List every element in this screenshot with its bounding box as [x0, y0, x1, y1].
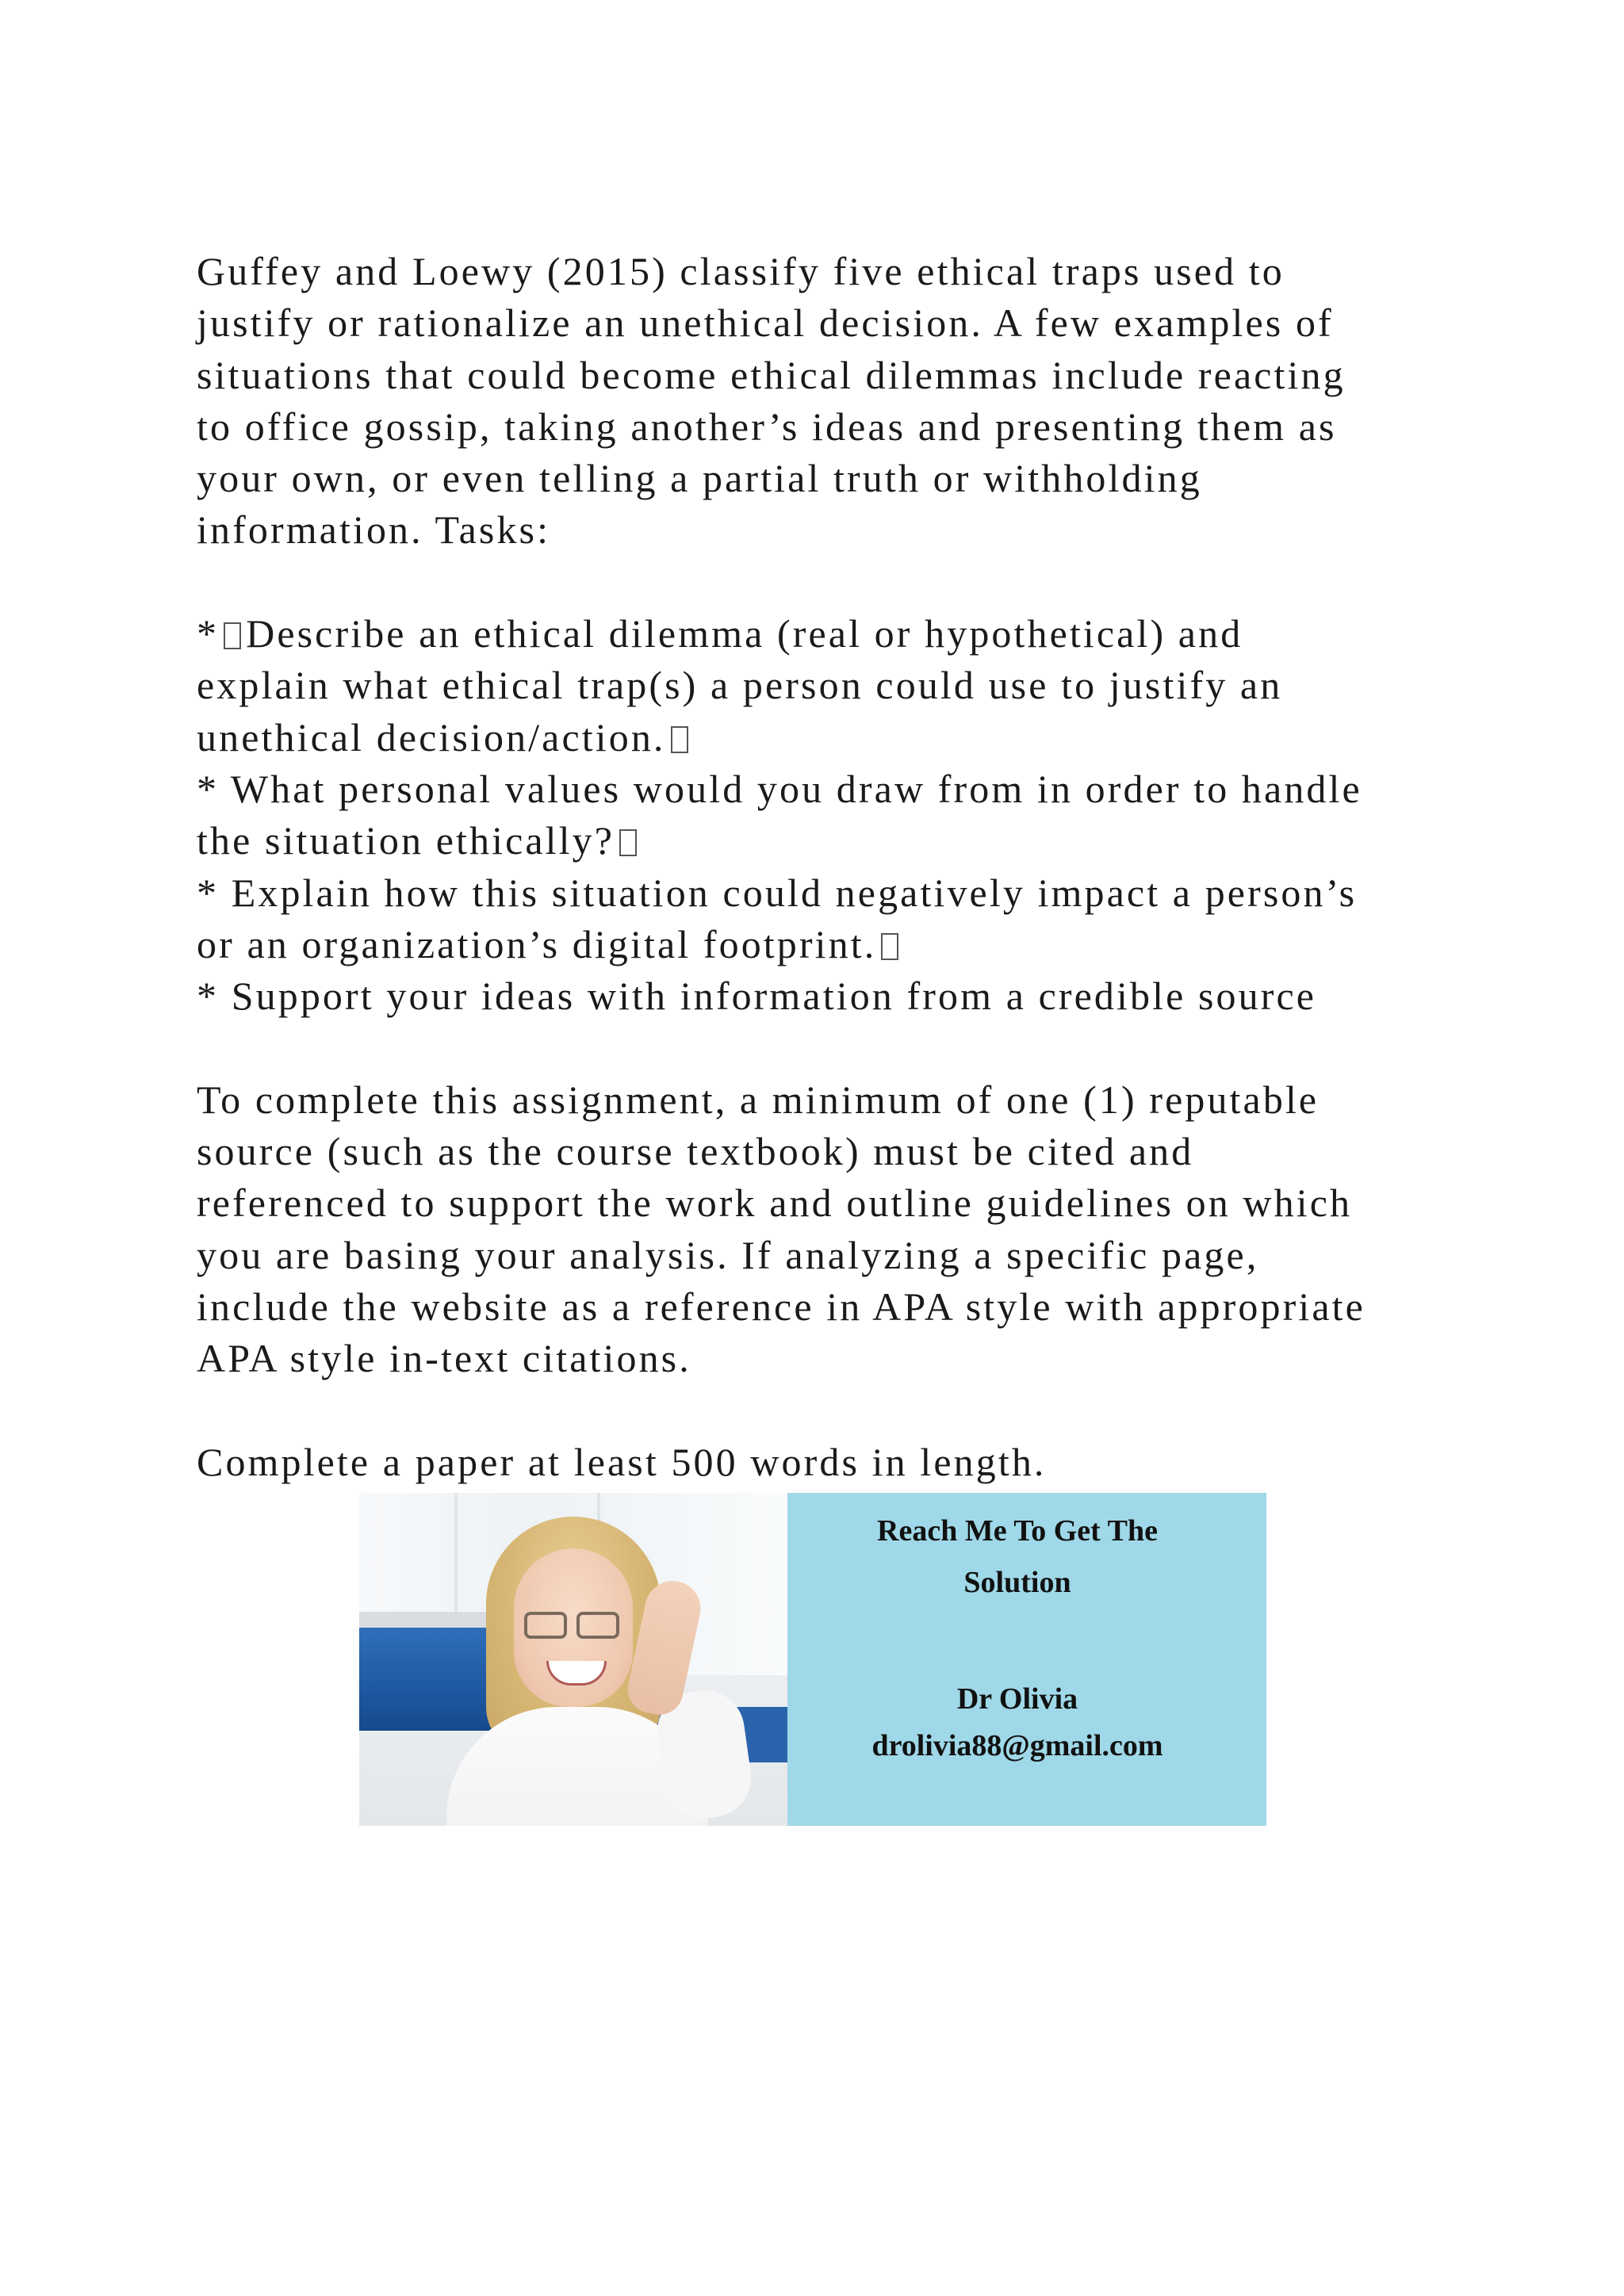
requirements-line: include the website as a reference in APA style with appropriate — [197, 1284, 1365, 1329]
task-item-line — [197, 815, 1497, 867]
smiling-woman-photo-icon — [359, 1493, 787, 1826]
requirements-line: source (such as the course textbook) must be cited and — [197, 1129, 1194, 1174]
task-item-line — [197, 608, 1497, 660]
intro-line: justify or rationalize an unethical decision. A few examples of — [197, 300, 1334, 346]
bullet-marker: * — [197, 870, 220, 915]
requirements-line: you are basing your analysis. If analyzing a specific page, — [197, 1232, 1259, 1277]
task-text: Describe an ethical dilemma (real or hypothetical) and — [246, 611, 1243, 656]
task-text: Explain how this situation could negatively impact a person’s — [231, 870, 1358, 915]
intro-line: to office gossip, taking another’s ideas and presenting them as — [197, 404, 1337, 449]
task-item-line — [197, 763, 1497, 815]
card-headline: Reach Me To Get The — [877, 1514, 1158, 1548]
missing-glyph-icon — [881, 933, 898, 960]
task-text: unethical decision/action. — [197, 714, 666, 760]
bullet-marker: * — [197, 766, 220, 811]
task-item-line — [197, 970, 1497, 1022]
document-body — [197, 246, 1497, 1488]
bullet-marker: * — [197, 974, 220, 1019]
contact-email-link[interactable]: drolivia88@gmail.com — [871, 1729, 1163, 1762]
task-item-line — [197, 867, 1497, 919]
bullet-marker: * — [197, 611, 220, 656]
contact-banner[interactable] — [359, 1493, 1266, 1826]
task-text: Support your ideas with information from a credible source — [231, 974, 1317, 1019]
intro-line: your own, or even telling a partial truth or withholding — [197, 456, 1202, 501]
paragraph-spacer — [197, 1022, 1497, 1073]
requirements-line: To complete this assignment, a minimum of one (1) reputable — [197, 1077, 1320, 1122]
glasses-icon — [576, 1612, 619, 1639]
requirements-line: APA style in-text citations. — [197, 1336, 691, 1381]
intro-line: information. Tasks: — [197, 507, 551, 553]
task-text: or an organization’s digital footprint. — [197, 921, 877, 966]
paragraph-spacer — [197, 1385, 1497, 1437]
paragraph-spacer — [197, 557, 1497, 608]
missing-glyph-icon — [671, 726, 688, 753]
task-text: the situation ethically? — [197, 818, 615, 863]
intro-line: situations that could become ethical dilemmas include reacting — [197, 352, 1346, 397]
task-item-line: explain what ethical trap(s) a person could use to justify an — [197, 663, 1283, 708]
intro-line: Guffey and Loewy (2015) classify five ethical traps used to — [197, 249, 1285, 293]
contact-card — [787, 1493, 1266, 1826]
closing-line: Complete a paper at least 500 words in length. — [197, 1439, 1047, 1484]
task-item-line — [197, 712, 1497, 763]
task-item-line — [197, 919, 1497, 970]
contact-name: Dr Olivia — [956, 1682, 1078, 1716]
missing-glyph-icon — [619, 829, 637, 856]
card-headline: Solution — [963, 1566, 1071, 1599]
missing-glyph-icon — [224, 622, 241, 649]
glasses-icon — [524, 1612, 567, 1639]
task-text: What personal values would you draw from in order to handle — [230, 766, 1362, 811]
requirements-line: referenced to support the work and outline guidelines on which — [197, 1181, 1353, 1226]
